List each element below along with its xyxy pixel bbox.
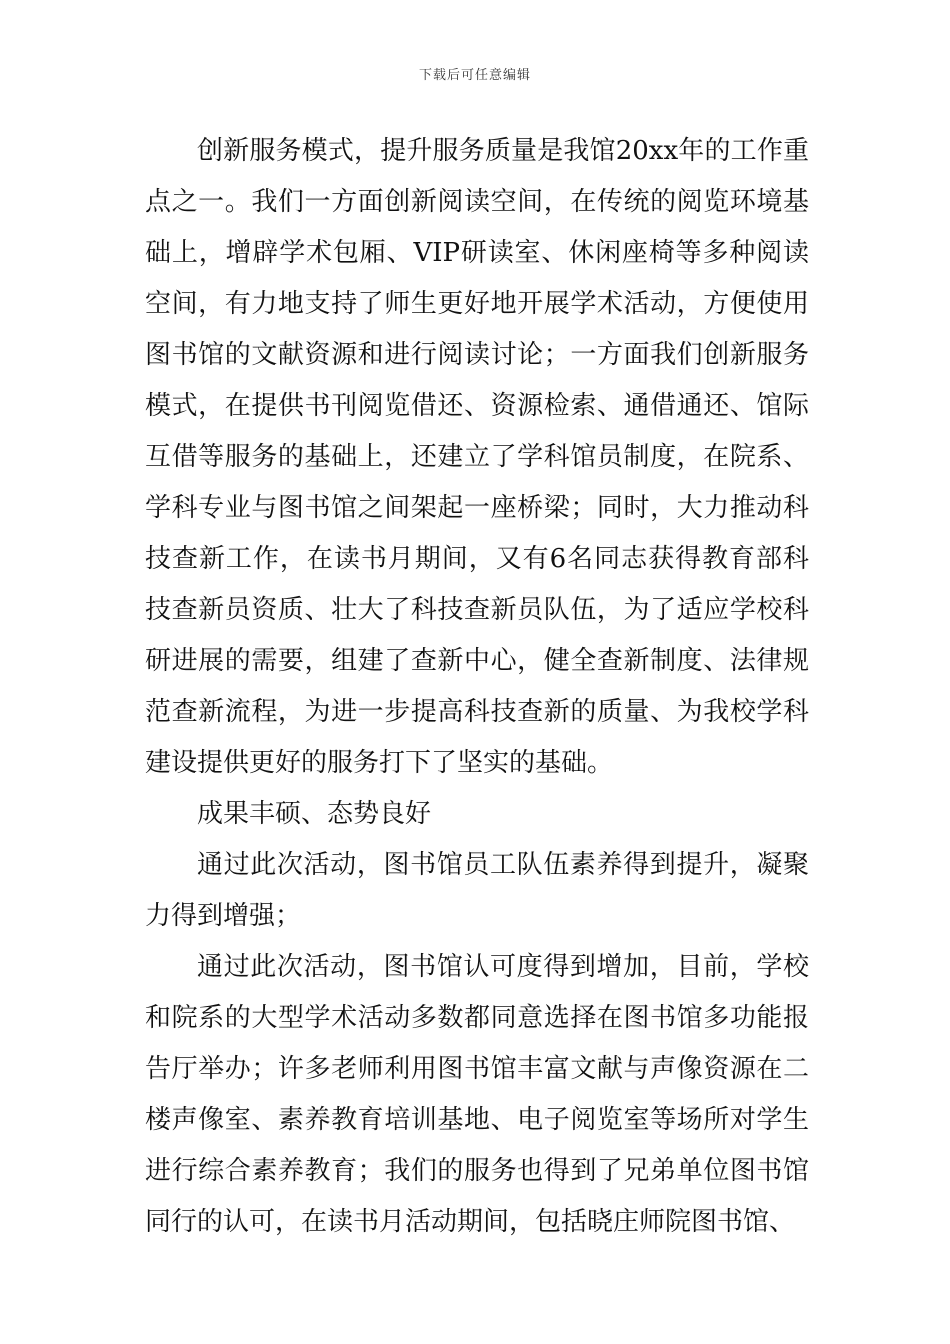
paragraph-service-innovation: 创新服务模式，提升服务质量是我馆20xx年的工作重点之一。我们一方面创新阅读空间，在传统的阅览环境基础上，增辟学术包厢、VIP研读室、休闲座椅等多种阅读空间，有力地支持了师生更好地开展学术活动，方便使用图书馆的文献资源和进行阅读讨论；一方面我们创新服务模式，在提供书刊阅览借还、资源检索、通借通还、馆际互借等服务的基础上，还建立了学科馆员制度，在院系、学科专业与图书馆之间架起一座桥梁；同时，大力推动科技查新工作，在读书月期间，又有6名同志获得教育部科技查新员资质、壮大了科技查新员队伍，为了适应学校科研进展的需要，组建了查新中心，健全查新制度、法律规范查新流程，为进一步提高科技查新的质量、为我校学科建设提供更好的服务打下了坚实的基础。 bbox=[145, 136, 809, 778]
paragraph-recognition: 通过此次活动，图书馆认可度得到增加，目前，学校和院系的大型学术活动多数都同意选择在图书馆多功能报告厅举办；许多老师利用图书馆丰富文献与声像资源在二楼声像室、素养教育培训基地、电子阅览室等场所对学生进行综合素养教育；我们的服务也得到了兄弟单位图书馆同行的认可，在读书月活动期间，包括晓庄师院图书馆、 bbox=[145, 952, 809, 1237]
paragraph-results-heading: 成果丰硕、态势良好 bbox=[197, 799, 432, 829]
header-note: 下载后可任意编辑 bbox=[418, 68, 531, 83]
document-body bbox=[145, 126, 809, 1248]
paragraph-team-improvement: 通过此次活动，图书馆员工队伍素养得到提升，凝聚力得到增强； bbox=[145, 850, 809, 931]
